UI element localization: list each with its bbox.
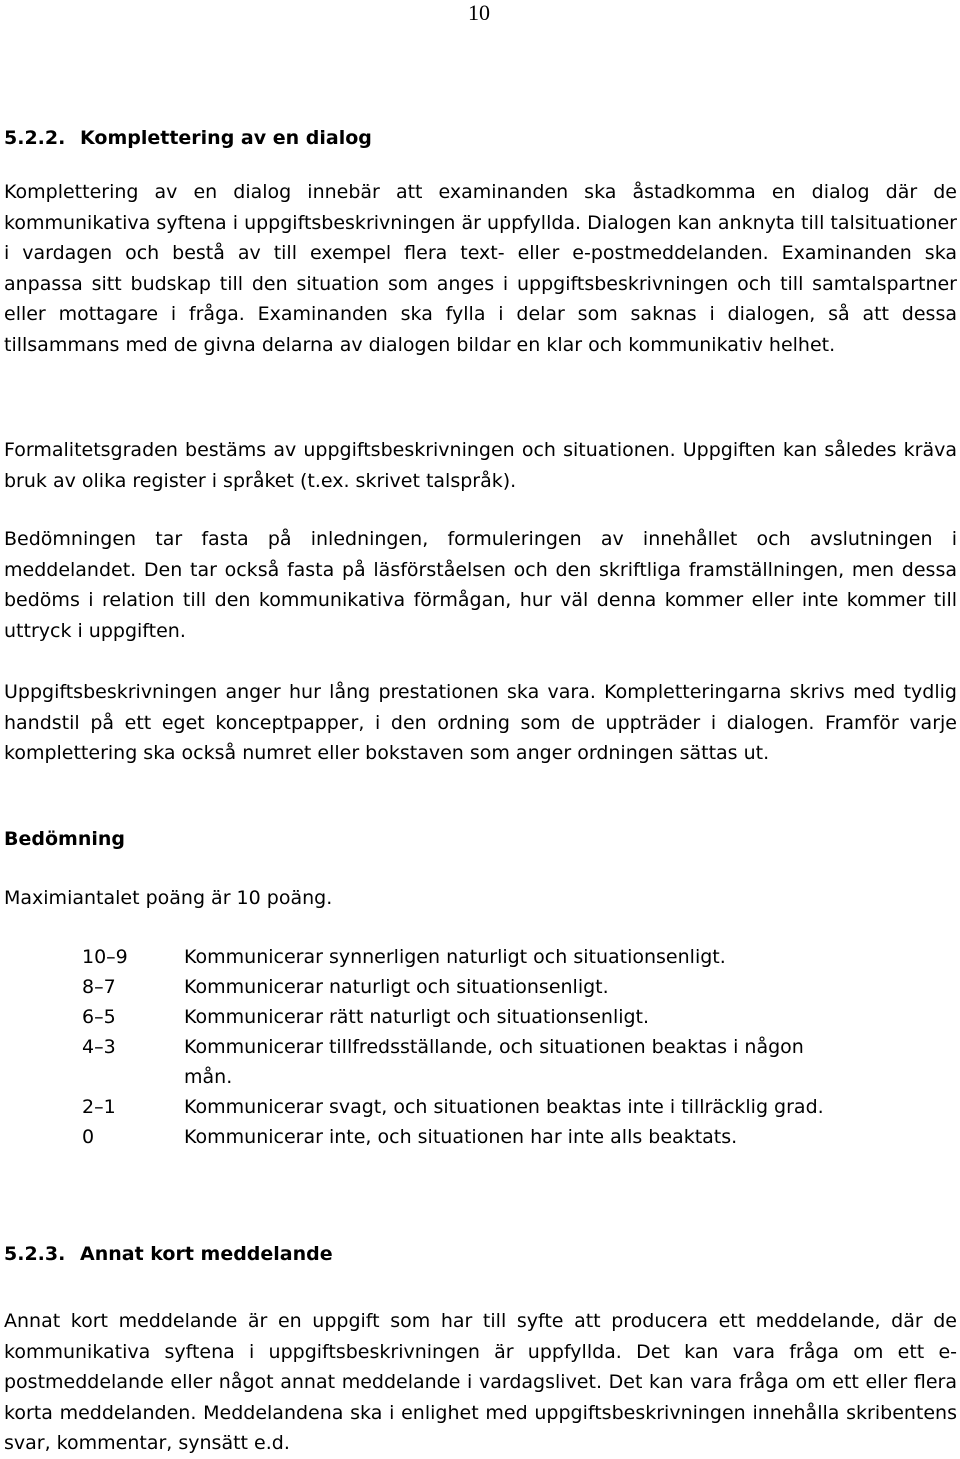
scale-row (82, 1122, 942, 1152)
section-title: Komplettering av en dialog (80, 127, 372, 149)
scale-row (82, 972, 942, 1002)
paragraph-assessment-focus: Bedömningen tar fasta på inledningen, formuleringen av innehållet och avslutningen i meddelandet. Den tar också fasta på läsförståelsen och den skriftliga framställningen, men dessa bedöms i relation till den kommunikativa förmågan, hur väl denna kommer eller inte kommer till uttryck i uppgiften. (4, 528, 957, 642)
assessment-heading: Bedömning (4, 828, 125, 850)
section-heading-5-2-3 (4, 1243, 333, 1265)
scale-description: Kommunicerar synnerligen naturligt och situationsenligt. (184, 946, 726, 968)
scale-points: 0 (82, 1126, 95, 1148)
paragraph-formality: Formalitetsgraden bestäms av uppgiftsbeskrivningen och situationen. Uppgiften kan således kräva bruk av olika register i språket (t.ex. skrivet talspråk). (4, 439, 957, 492)
scale-row (82, 942, 942, 972)
scale-points: 8–7 (82, 976, 116, 998)
scale-row (82, 1032, 942, 1092)
scale-points: 4–3 (82, 1036, 116, 1058)
scale-row (82, 1092, 942, 1122)
section-number: 5.2.2. (4, 127, 66, 149)
scale-description: Kommunicerar tillfredsställande, och situationen beaktas i någon mån. (184, 1036, 804, 1088)
scale-description: Kommunicerar rätt naturligt och situationsenligt. (184, 1006, 650, 1028)
paragraph-short-message: Annat kort meddelande är en uppgift som har till syfte att producera ett meddelande, där de kommunikativa syftena i uppgiftsbeskrivningen är uppfyllda. Det kan vara fråga om ett e-postmeddelande eller något annat meddelande i vardagslivet. Det kan vara fråga om ett eller flera korta meddelanden. Meddelandena ska i enlighet med uppgiftsbeskrivningen innehålla skribentens svar, kommentar, synsätt e.d. (4, 1310, 957, 1454)
scale-points: 2–1 (82, 1096, 116, 1118)
section-number: 5.2.3. (4, 1243, 66, 1265)
scale-description: Kommunicerar svagt, och situationen beaktas inte i tillräcklig grad. (184, 1096, 824, 1118)
paragraph-dialog-intro: Komplettering av en dialog innebär att examinanden ska åstadkomma en dialog där de kommunikativa syftena i uppgiftsbeskrivningen är uppfyllda. Dialogen kan anknyta till talsituationer i vardagen och bestå av till exempel flera text- eller e-postmeddelanden. Examinanden ska anpassa sitt budskap till den situation som anges i uppgiftsbeskrivningen och till samtalspartner eller mottagare i fråga. Examinanden ska fylla i delar som saknas i dialogen, så att dessa tillsammans med de givna delarna av dialogen bildar en klar och kommunikativ helhet. (4, 181, 957, 356)
max-points-text: Maximiantalet poäng är 10 poäng. (4, 887, 333, 909)
scale-points: 10–9 (82, 946, 128, 968)
page-number: 10 (468, 0, 490, 25)
scale-description: Kommunicerar naturligt och situationsenligt. (184, 976, 609, 998)
paragraph-length-instructions: Uppgiftsbeskrivningen anger hur lång prestationen ska vara. Kompletteringarna skrivs med tydlig handstil på ett eget konceptpapper, i den ordning som de uppträder i dialogen. Framför varje komplettering ska också numret eller bokstaven som anger ordningen sättas ut. (4, 681, 957, 764)
section-title: Annat kort meddelande (80, 1243, 333, 1265)
scale-description: Kommunicerar inte, och situationen har inte alls beaktats. (184, 1126, 738, 1148)
scale-row (82, 1002, 942, 1032)
scale-points: 6–5 (82, 1006, 116, 1028)
grading-scale (82, 942, 942, 1152)
section-heading-5-2-2 (4, 127, 372, 149)
